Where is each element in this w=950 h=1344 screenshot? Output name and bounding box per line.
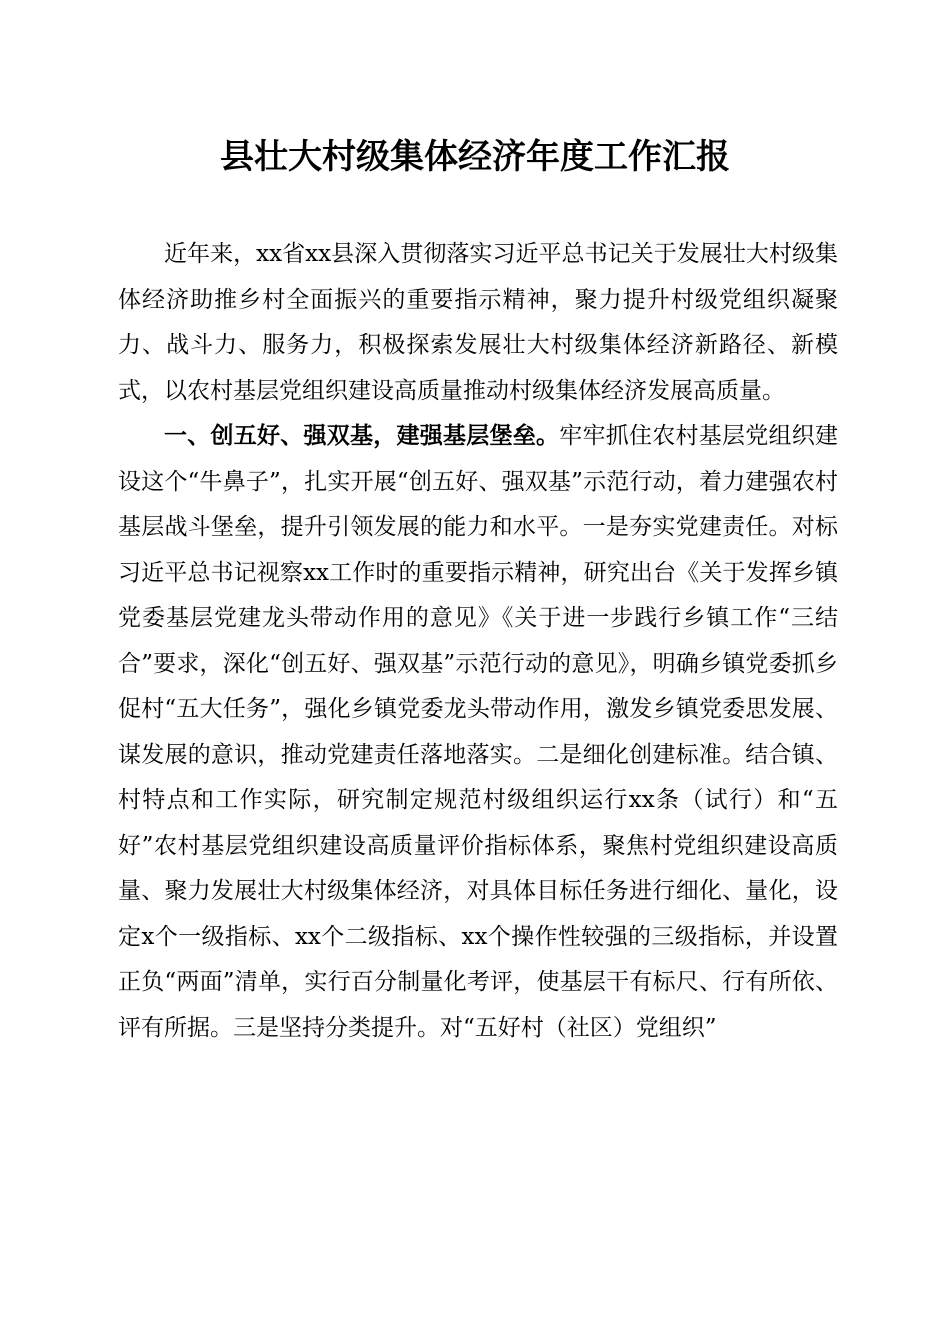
document-body — [118, 232, 838, 1051]
intro-paragraph — [118, 232, 838, 414]
section-heading: 一、创五好、强双基，建强基层堡垒。 — [164, 423, 560, 449]
paragraph-text: 近年来，xx省xx县深入贯彻落实习近平总书记关于发展壮大村级集体经济助推乡村全面振兴的重要指示精神，聚力提升村级党组织凝聚力、战斗力、服务力，积极探索发展壮大村级集体经济新路径、新模式，以农村基层党组织建设高质量推动村级集体经济发展高质量。 — [118, 241, 838, 404]
section-one-paragraph — [118, 414, 838, 1051]
paragraph-text: 牢牢抓住农村基层党组织建设这个“牛鼻子”，扎实开展“创五好、强双基”示范行动，着力建强农村基层战斗堡垒，提升引领发展的能力和水平。一是夯实党建责任。对标习近平总书记视察xx工作时的重要指示精神，研究出台《关于发挥乡镇党委基层党建龙头带动作用的意见》《关于进一步践行乡镇工作“三结合”要求，深化“创五好、强双基”示范行动的意见》，明确乡镇党委抓乡促村“五大任务”，强化乡镇党委龙头带动作用，激发乡镇党委思发展、谋发展的意识，推动党建责任落地落实。二是细化创建标准。结合镇、村特点和工作实际，研究制定规范村级组织运行xx条（试行）和“五好”农村基层党组织建设高质量评价指标体系，聚焦村党组织建设高质量、聚力发展壮大村级集体经济，对具体目标任务进行细化、量化，设定x个一级指标、xx个二级指标、xx个操作性较强的三级指标，并设置正负“两面”清单，实行百分制量化考评，使基层干有标尺、行有所依、评有所据。三是坚持分类提升。对“五好村（社区）党组织” — [118, 423, 838, 1041]
document-title: 县壮大村级集体经济年度工作汇报 — [220, 137, 730, 177]
